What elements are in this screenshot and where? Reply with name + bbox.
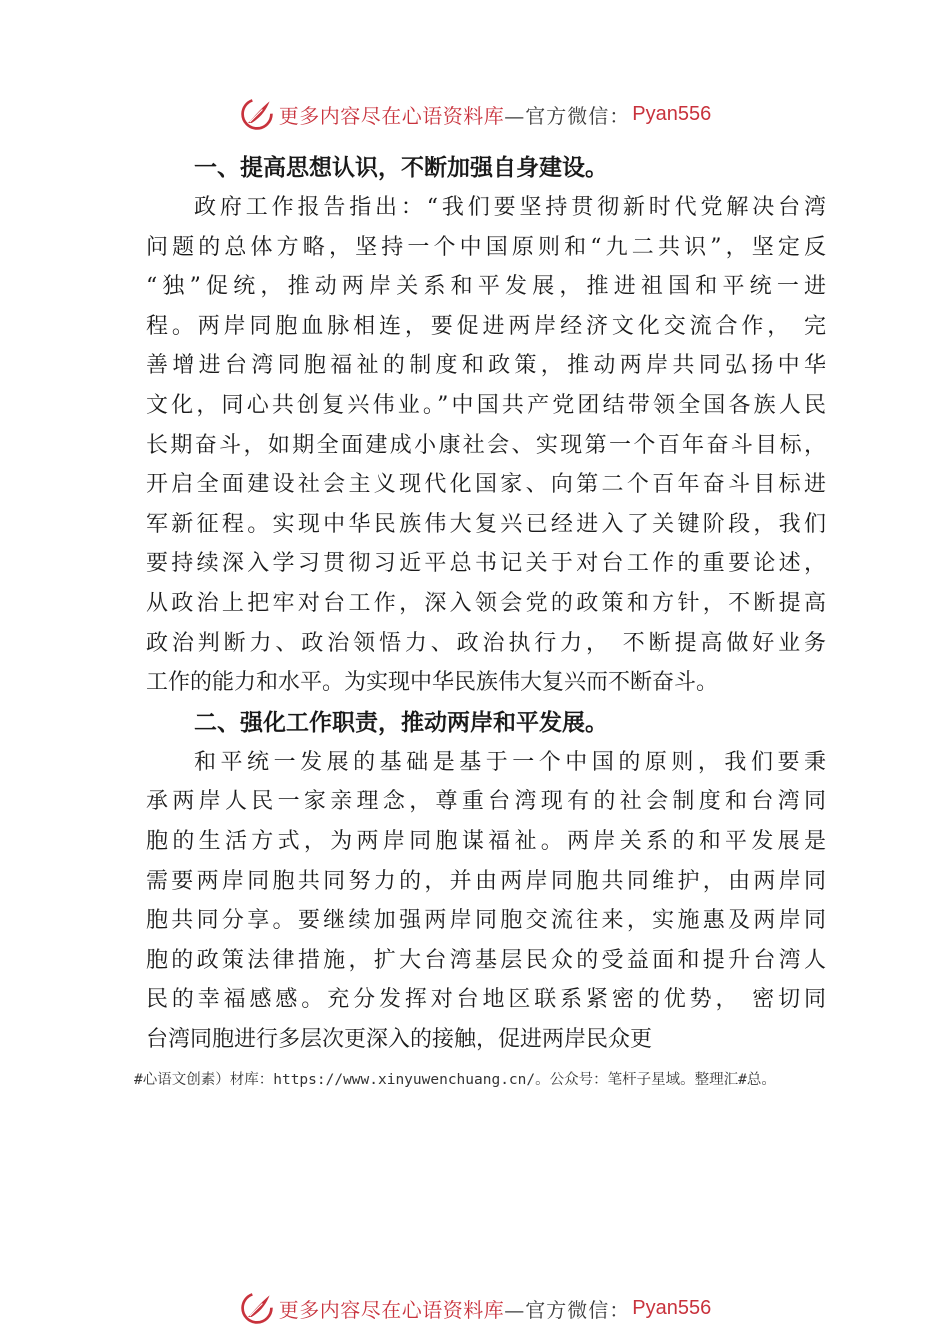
banner-wechat-label: —官方微信： [504,1297,631,1322]
banner-wechat-label: —官方微信： [504,103,631,128]
paragraph-line: 胞共同分享。要继续加强两岸同胞交流往来，实施惠及两岸同 [146,908,826,934]
paragraph-line: 需要两岸同胞共同努力的，并由两岸同胞共同维护，由两岸同 [146,868,826,894]
paragraph-line: 开启全面建设社会主义现代化国家、向第二个百年奋斗目标进 [146,472,826,498]
paragraph-line: 要持续深入学习贯彻习近平总书记关于对台工作的重要论述， [146,551,826,577]
quill-seal-icon [239,96,275,132]
paragraph-line: 政府工作报告指出：“我们要坚持贯彻新时代党解决台湾 [194,195,826,220]
banner-site-name: 更多内容尽在心语资料库 [278,103,505,128]
section-heading-1: 一、提高思想认识，不断加强自身建设。 [194,155,608,181]
paragraph-line: 程。两岸同胞血脉相连，要促进两岸经济文化交流合作， 完 [146,313,826,339]
footer-banner [0,1288,950,1328]
paragraph-line: 胞的政策法律措施，扩大台湾基层民众的受益面和提升台湾人 [146,947,826,973]
paragraph-line: 善增进台湾同胞福祉的制度和政策，推动两岸共同弘扬中华 [146,353,826,379]
paragraph-line: “独”促统，推动两岸关系和平发展，推进祖国和平统一进 [146,274,826,300]
banner-wechat-id: Pyan556 [632,1296,712,1319]
section-paragraph-2 [146,743,826,1060]
paragraph-line: 军新征程。实现中华民族伟大复兴已经进入了关键阶段，我们 [146,511,826,537]
paragraph-line: 文化，同心共创复兴伟业。”中国共产党团结带领全国各族人民 [146,392,826,418]
paragraph-line: 民的幸福感感。充分发挥对台地区联系紧密的优势， 密切同 [146,987,826,1013]
header-banner [0,94,950,134]
quill-seal-icon [239,1290,275,1326]
paragraph-line: 从政治上把牢对台工作，深入领会党的政策和方针，不断提高 [146,590,826,616]
banner-site-name: 更多内容尽在心语资料库 [278,1297,505,1322]
paragraph-line: 问题的总体方略，坚持一个中国原则和“九二共识”，坚定反 [146,234,826,260]
section-heading-2: 二、强化工作职责，推动两岸和平发展。 [194,709,608,736]
document-body [146,148,826,1059]
banner-wechat-id: Pyan556 [632,102,712,125]
paragraph-line: 长期奋斗，如期全面建成小康社会、实现第一个百年奋斗目标， [146,432,826,458]
paragraph-line: 工作的能力和水平。为实现中华民族伟大复兴而不断奋斗。 [146,670,719,696]
paragraph-line: 政治判断力、政治领悟力、政治执行力， 不断提高做好业务 [146,630,826,656]
paragraph-line: 胞的生活方式，为两岸同胞谋福祉。两岸关系的和平发展是 [146,828,826,854]
paragraph-line: 和平统一发展的基础是基于一个中国的原则，我们要秉 [194,749,826,775]
source-note: #心语文创素）材库：https://www.xinyuwenchuang.cn/。公众号：笔杆子星域。整理汇#总。 [134,1072,776,1088]
paragraph-line: 承两岸人民一家亲理念，尊重台湾现有的社会制度和台湾同 [146,789,826,815]
section-paragraph-1 [146,188,826,703]
paragraph-line: 台湾同胞进行多层次更深入的接触，促进两岸民众更 [146,1026,653,1052]
